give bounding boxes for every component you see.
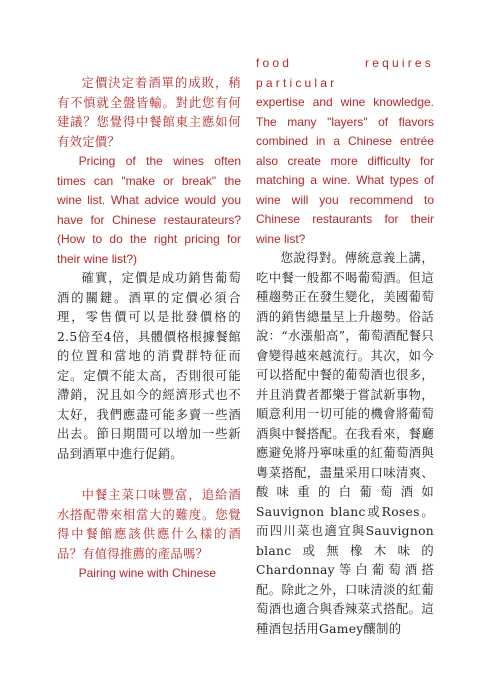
question-2-english-start: Pairing wine with Chinese <box>78 566 216 580</box>
question-2-english-continued: food requires particular <box>256 56 434 90</box>
question-1-english: Pricing of the wines often times can "make or break" the wine list. What advice would you have for Chinese restaurateurs? (How to do the right pricing for their wine list?) <box>57 154 241 266</box>
question-2-english-rest: expertise and wine knowledge. The many "layers" of flavors combined in a Chinese entrée also create more difficulty for matching a wine. What types of wine will you recommend to Chinese restaurants for their wine list? <box>256 95 434 246</box>
question-2-chinese: 中餐主菜口味豐富，追給酒水搭配帶來相當大的難度。您覺得中餐館應該供應什么樣的酒品？有值得推薦的產品嗎？ <box>57 488 241 561</box>
answer-1-chinese: 確實，定價是成功銷售葡萄酒的關鍵。酒單的定價必須合理，零售價可以是批發價格的2.5倍至4倍，具體價格根據餐館的位置和當地的消費群特征而定。定價不能太高，否則很可能滯銷，況且如今的經濟形式也不太好，我們應盡可能多賣一些酒出去。節日期間可以增加一些新品到酒單中進行促銷。 <box>57 271 241 461</box>
right-column <box>256 0 434 639</box>
question-1-chinese: 定價決定着酒單的成敗，稍有不慎就全盤皆輸。對此您有何建議？您覺得中餐館東主應如何有效定價？ <box>57 76 241 149</box>
left-column <box>57 0 241 584</box>
answer-2-chinese: 您說得對。傳統意義上講，吃中餐一般都不喝葡萄酒。但這種趨勢正在發生變化，美國葡萄酒的銷售總量呈上升趨勢。俗話說：“水漲船高”，葡萄酒配餐只會變得越來越流行。其次，如今可以搭配中餐的葡萄酒也很多，并且消費者都樂于嘗試新事物，順意利用一切可能的機會將葡萄酒與中餐搭配。在我看來，餐廳應避免將丹寧味重的紅葡萄酒與粵菜搭配，盡量采用口味清爽、酸味重的白葡萄酒如Sauvignon blanc或Roses。而四川菜也適宜與Sauvignon blanc或無橡木味的Chardonnay等白葡萄酒搭配。除此之外，口味清淡的紅葡萄酒也適合與香辣菜式搭配。這種酒包括用Gamey釀制的 <box>256 251 434 636</box>
